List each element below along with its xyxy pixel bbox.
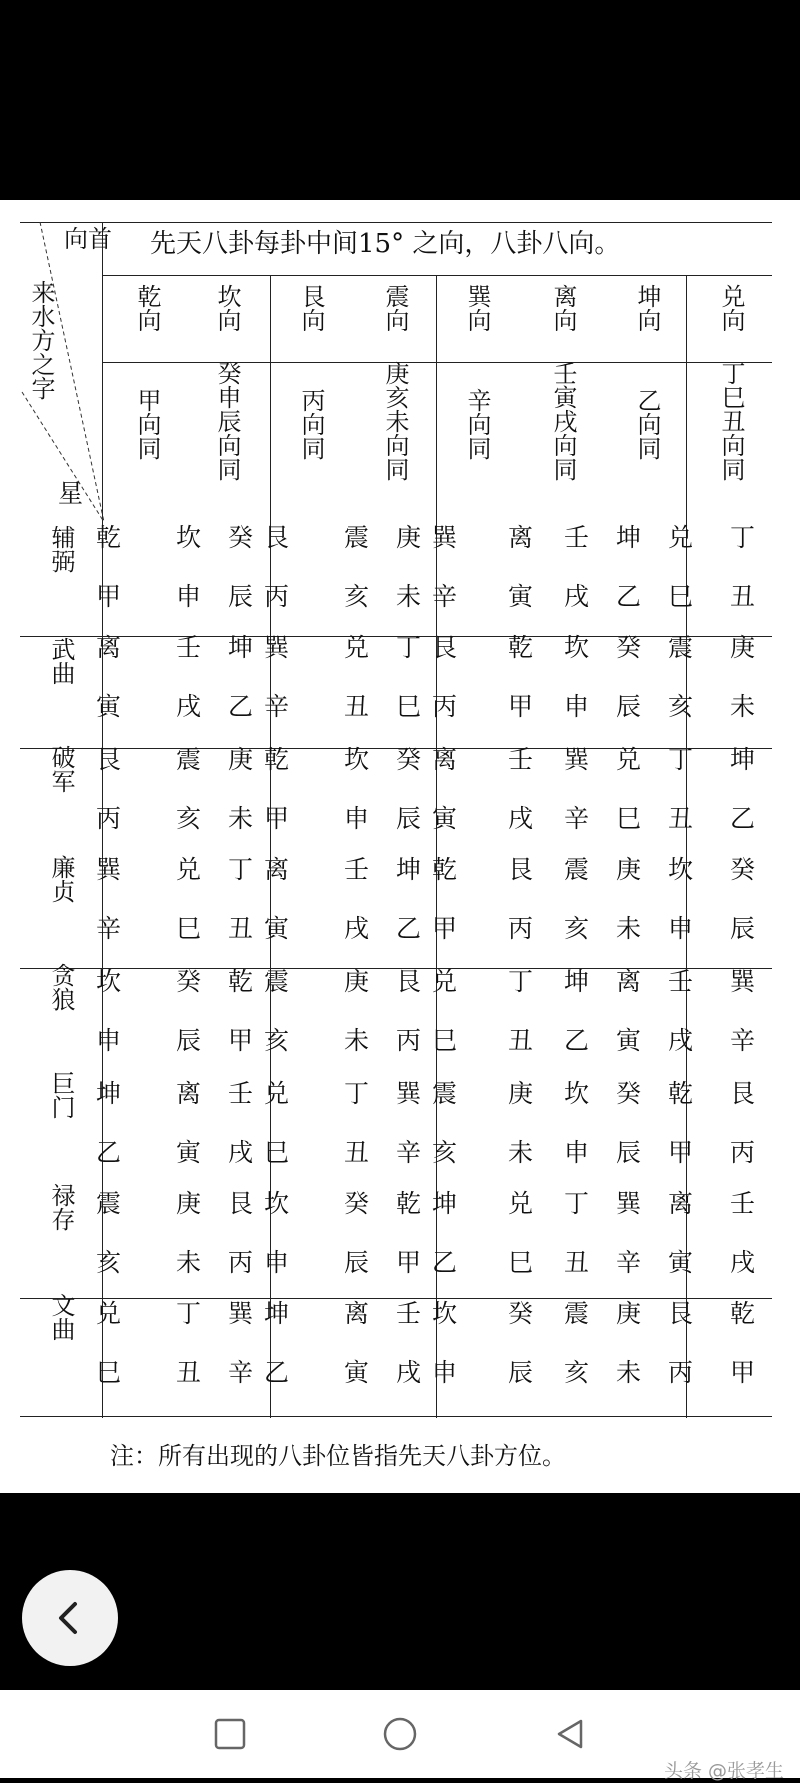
table-cell: 艮 [264,523,290,552]
table-cell: 申 [176,582,202,611]
table-title: 先天八卦每卦中间15° 之向，八卦八向。 [150,229,621,259]
table-cell: 寅 [96,692,122,721]
table-cell: 壬 [396,1299,422,1328]
table-cell: 亥 [344,582,370,611]
table-cell: 兑 [616,745,642,774]
table-cell: 坎 [264,1189,290,1218]
table-cell: 壬 [730,1189,756,1218]
table-cell: 震 [176,745,202,774]
table-cell: 戌 [344,914,370,943]
table-cell: 未 [616,1358,642,1387]
table-cell: 艮 [228,1189,254,1218]
table-cell: 坎 [96,967,122,996]
table-cell: 坎 [564,633,590,662]
table-cell: 兑 [432,967,458,996]
table-cell: 坤 [264,1299,290,1328]
same-direction-group: 癸申辰向同 [213,360,241,481]
table-cell: 申 [264,1248,290,1277]
table-cell: 寅 [176,1138,202,1167]
direction-label: 兑向 [717,284,745,332]
table-cell: 癸 [176,967,202,996]
table-cell: 乾 [668,1079,694,1108]
table-cell: 丙 [264,582,290,611]
table-cell: 寅 [668,1248,694,1277]
table-cell: 辰 [396,804,422,833]
table-cell: 坤 [730,745,756,774]
table-cell: 丙 [432,692,458,721]
table-cell: 壬 [668,967,694,996]
table-cell: 辛 [396,1138,422,1167]
table-cell: 兑 [176,855,202,884]
table-cell: 丙 [730,1138,756,1167]
table-cell: 亥 [96,1248,122,1277]
table-cell: 申 [564,1138,590,1167]
table-cell: 丑 [344,692,370,721]
table-cell: 庚 [228,745,254,774]
table-cell: 震 [564,855,590,884]
table-cell: 戌 [668,1026,694,1055]
table-cell: 兑 [96,1299,122,1328]
table-cell: 离 [96,633,122,662]
table-cell: 申 [668,914,694,943]
table-cell: 震 [96,1189,122,1218]
column-rule-2 [436,275,437,1418]
table-cell: 庚 [396,523,422,552]
table-cell: 震 [264,967,290,996]
table-cell: 震 [668,633,694,662]
table-cell: 庚 [616,855,642,884]
table-cell: 辛 [564,804,590,833]
table-cell: 巳 [616,804,642,833]
table-cell: 坤 [96,1079,122,1108]
table-cell: 离 [176,1079,202,1108]
table-cell: 坤 [616,523,642,552]
table-cell: 辰 [228,582,254,611]
table-cell: 癸 [508,1299,534,1328]
table-cell: 兑 [344,633,370,662]
table-cell: 巳 [432,1026,458,1055]
table-cell: 乾 [228,967,254,996]
table-cell: 丙 [668,1358,694,1387]
table-cell: 乾 [264,745,290,774]
footnote: 注：所有出现的八卦位皆指先天八卦方位。 [110,1442,566,1470]
table-cell: 亥 [264,1026,290,1055]
table-cell: 未 [396,582,422,611]
star-label: 文曲 [47,1293,75,1341]
table-cell: 亥 [176,804,202,833]
table-cell: 亥 [668,692,694,721]
table-cell: 寅 [344,1358,370,1387]
table-cell: 丙 [508,914,534,943]
table-cell: 离 [508,523,534,552]
table-cell: 巳 [396,692,422,721]
table-cell: 乙 [228,692,254,721]
table-cell: 申 [564,692,590,721]
table-cell: 乾 [96,523,122,552]
table-cell: 离 [432,745,458,774]
table-cell: 癸 [344,1189,370,1218]
table-cell: 坤 [228,633,254,662]
table-cell: 庚 [616,1299,642,1328]
table-cell: 甲 [668,1138,694,1167]
star-label: 武曲 [47,637,75,685]
table-cell: 离 [616,967,642,996]
table-cell: 辛 [730,1026,756,1055]
table-cell: 丙 [96,804,122,833]
table-cell: 庚 [344,967,370,996]
star-label: 破军 [47,745,75,793]
table-cell: 丑 [508,1026,534,1055]
direction-label: 震向 [381,284,409,332]
star-label: 贪狼 [47,963,75,1011]
table-cell: 艮 [508,855,534,884]
table-cell: 巳 [508,1248,534,1277]
table-cell: 壬 [564,523,590,552]
table-cell: 乙 [616,582,642,611]
corner-star-label: 星 [58,479,84,508]
table-cell: 巽 [432,523,458,552]
table-cell: 辰 [616,692,642,721]
table-cell: 坎 [432,1299,458,1328]
table-cell: 丁 [344,1079,370,1108]
table-cell: 坤 [396,855,422,884]
triangle-left-icon [553,1717,587,1751]
table-cell: 辛 [616,1248,642,1277]
table-cell: 丁 [564,1189,590,1218]
table-cell: 申 [96,1026,122,1055]
table-cell: 艮 [96,745,122,774]
corner-top-label: 向首 [64,225,112,253]
star-label: 辅弼 [47,525,75,573]
chevron-left-icon [50,1598,90,1638]
table-cell: 辰 [508,1358,534,1387]
table-cell: 丙 [228,1248,254,1277]
table-cell: 巽 [228,1299,254,1328]
direction-label: 坎向 [213,284,241,332]
table-cell: 丁 [730,523,756,552]
table-cell: 壬 [344,855,370,884]
table-bottom-border [20,1416,772,1417]
table-cell: 艮 [668,1299,694,1328]
table-cell: 癸 [730,855,756,884]
table-cell: 乾 [396,1189,422,1218]
table-cell: 庚 [730,633,756,662]
table-cell: 癸 [616,1079,642,1108]
circle-icon [382,1716,418,1752]
table-cell: 寅 [616,1026,642,1055]
table-cell: 戌 [396,1358,422,1387]
table-cell: 巳 [176,914,202,943]
table-cell: 乙 [564,1026,590,1055]
table-cell: 戌 [564,582,590,611]
table-cell: 巽 [730,967,756,996]
table-cell: 庚 [176,1189,202,1218]
table-cell: 甲 [264,804,290,833]
table-cell: 甲 [432,914,458,943]
star-label: 巨门 [47,1071,75,1119]
table-top-border [20,222,772,223]
table-cell: 辛 [96,914,122,943]
table-cell: 兑 [264,1079,290,1108]
table-cell: 巳 [264,1138,290,1167]
table-cell: 丑 [730,582,756,611]
table-cell: 亥 [564,1358,590,1387]
table-cell: 艮 [730,1079,756,1108]
table-cell: 艮 [396,967,422,996]
table-cell: 未 [616,914,642,943]
table-cell: 丙 [396,1026,422,1055]
same-direction-group: 乙向同 [633,387,661,460]
same-direction-group: 丁巳丑向同 [717,360,745,481]
table-cell: 辰 [344,1248,370,1277]
table-cell: 申 [344,804,370,833]
table-cell: 坎 [176,523,202,552]
column-rule-3 [686,275,687,1418]
table-cell: 离 [264,855,290,884]
table-cell: 寅 [432,804,458,833]
table-cell: 震 [344,523,370,552]
table-cell: 丑 [344,1138,370,1167]
table-cell: 壬 [228,1079,254,1108]
table-cell: 甲 [730,1358,756,1387]
table-cell: 艮 [432,633,458,662]
direction-rule [102,362,772,363]
same-direction-group: 壬寅戌向同 [549,360,577,481]
table-cell: 庚 [508,1079,534,1108]
same-direction-group: 庚亥未向同 [381,360,409,481]
table-cell: 兑 [508,1189,534,1218]
table-cell: 辰 [730,914,756,943]
table-cell: 寅 [508,582,534,611]
table-cell: 坎 [564,1079,590,1108]
direction-label: 巽向 [463,284,491,332]
table-cell: 乙 [730,804,756,833]
table-cell: 丁 [396,633,422,662]
table-cell: 辰 [176,1026,202,1055]
square-icon [213,1717,247,1751]
table-cell: 壬 [508,745,534,774]
table-cell: 乙 [396,914,422,943]
table-cell: 巽 [564,745,590,774]
table-cell: 辛 [264,692,290,721]
table-cell: 丑 [564,1248,590,1277]
same-direction-group: 辛向同 [463,387,491,460]
table-cell: 戌 [176,692,202,721]
watermark: 头条 @张孝生 [663,1760,784,1782]
table-cell: 甲 [396,1248,422,1277]
table-cell: 乙 [96,1138,122,1167]
table-cell: 戌 [508,804,534,833]
table-cell: 戌 [228,1138,254,1167]
table-cell: 癸 [616,633,642,662]
table-cell: 甲 [508,692,534,721]
table-cell: 亥 [564,914,590,943]
table-cell: 丑 [668,804,694,833]
table-cell: 离 [344,1299,370,1328]
table-cell: 辛 [228,1358,254,1387]
title-rule [102,275,772,276]
table-cell: 丁 [176,1299,202,1328]
table-cell: 癸 [396,745,422,774]
back-button[interactable] [22,1570,118,1666]
table-cell: 寅 [264,914,290,943]
table-cell: 戌 [730,1248,756,1277]
direction-label: 离向 [549,284,577,332]
table-cell: 丑 [228,914,254,943]
table-cell: 坤 [432,1189,458,1218]
same-direction-group: 甲向同 [133,387,161,460]
same-direction-group: 丙向同 [297,387,325,460]
nav-back-button[interactable] [548,1712,592,1756]
table-cell: 离 [668,1189,694,1218]
table-cell: 震 [432,1079,458,1108]
corner-bottom-label: 来水方之字 [27,280,55,400]
table-cell: 巽 [96,855,122,884]
table-cell: 丁 [228,855,254,884]
table-cell: 甲 [228,1026,254,1055]
table-cell: 亥 [432,1138,458,1167]
table-cell: 壬 [176,633,202,662]
table-cell: 未 [228,804,254,833]
table-cell: 甲 [96,582,122,611]
table-cell: 未 [344,1026,370,1055]
recents-button[interactable] [208,1712,252,1756]
table-cell: 巽 [264,633,290,662]
table-cell: 兑 [668,523,694,552]
table-cell: 坎 [344,745,370,774]
table-cell: 丁 [668,745,694,774]
table-cell: 巽 [616,1189,642,1218]
table-cell: 乾 [730,1299,756,1328]
table-cell: 辰 [616,1138,642,1167]
table-cell: 巳 [668,582,694,611]
table-cell: 乙 [432,1248,458,1277]
table-cell: 巽 [396,1079,422,1108]
star-label: 廉贞 [47,855,75,903]
table-cell: 丁 [508,967,534,996]
table-cell: 未 [730,692,756,721]
star-label: 禄存 [47,1183,75,1231]
table-cell: 坤 [564,967,590,996]
home-button[interactable] [378,1712,422,1756]
table-cell: 巳 [96,1358,122,1387]
table-cell: 震 [564,1299,590,1328]
table-cell: 乾 [432,855,458,884]
table-cell: 坎 [668,855,694,884]
table-cell: 癸 [228,523,254,552]
table-cell: 未 [176,1248,202,1277]
column-rule-1 [270,275,271,1418]
table-cell: 乙 [264,1358,290,1387]
direction-label: 乾向 [133,284,161,332]
direction-label: 坤向 [633,284,661,332]
table-cell: 辛 [432,582,458,611]
table-cell: 丑 [176,1358,202,1387]
table-cell: 申 [432,1358,458,1387]
direction-label: 艮向 [297,284,325,332]
table-cell: 未 [508,1138,534,1167]
table-cell: 乾 [508,633,534,662]
